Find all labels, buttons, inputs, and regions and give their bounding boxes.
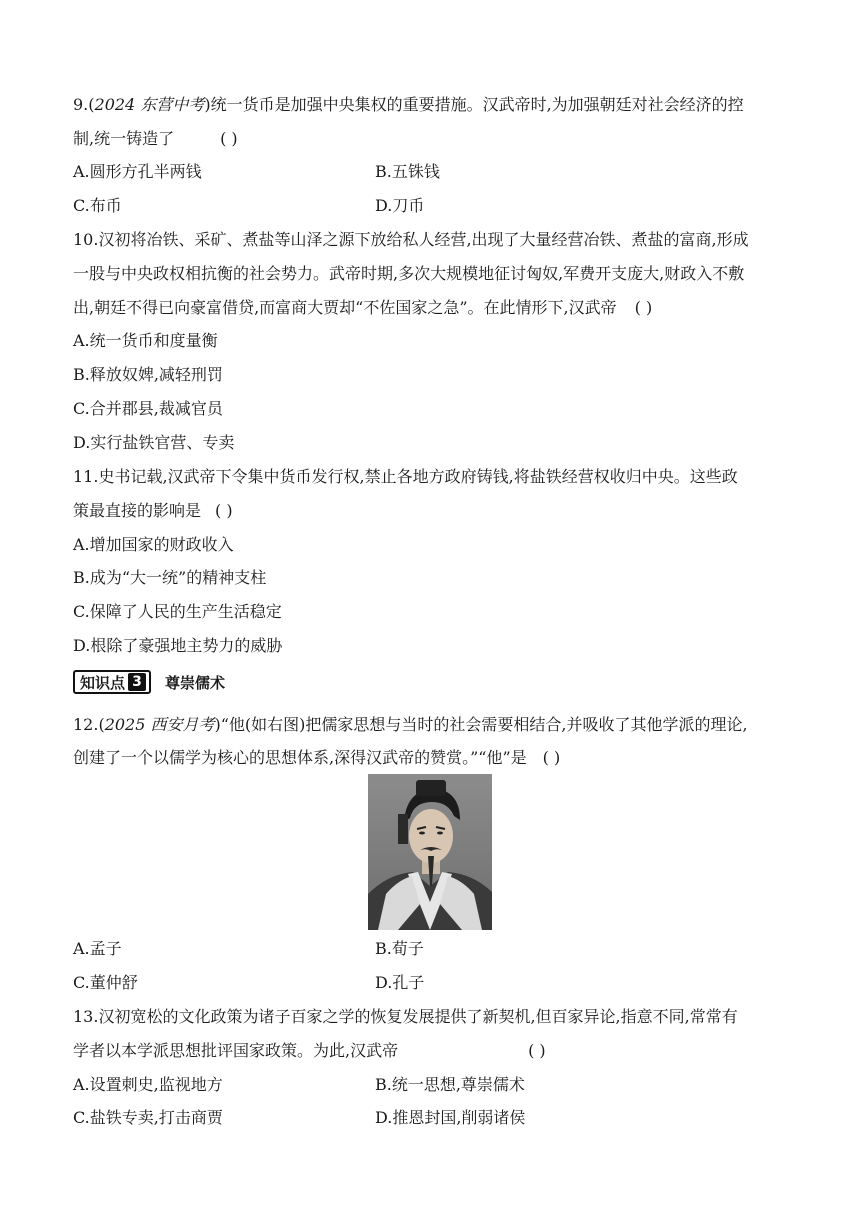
q13-answer-paren: ( ): [528, 1041, 546, 1060]
q12-stem-line2: [73, 748, 793, 768]
knowledge-point-label: 知识点: [80, 673, 126, 692]
q10-option-c: C.合并郡县,裁减官员: [73, 399, 223, 418]
q12-stem-line1: [73, 715, 793, 735]
knowledge-point-number: 3: [128, 673, 146, 691]
q12-stem-text: )“他(如右图)把儒家思想与当时的社会需要相结合,并吸收了其他学派的理论,: [214, 715, 748, 734]
q13-option-c: C.盐铁专卖,打击商贾: [73, 1108, 223, 1127]
q9-stem-text2: 制,统一铸造了: [73, 129, 175, 148]
q9-option-c: C.布币: [73, 196, 122, 215]
q12-option-b: B.荀子: [375, 939, 424, 958]
q12-option-d: D.孔子: [375, 973, 425, 992]
q13-option-b: B.统一思想,尊崇儒术: [375, 1075, 525, 1094]
q13-option-a: A.设置刺史,监视地方: [73, 1075, 223, 1094]
q11-stem-line1: 11.史书记载,汉武帝下令集中货币发行权,禁止各地方政府铸钱,将盐铁经营权收归中央。这些政: [73, 467, 738, 486]
q11-stem-line2: [73, 501, 793, 521]
q9-stem-line2: [73, 129, 793, 149]
q11-option-d: D.根除了豪强地主势力的威胁: [73, 636, 283, 655]
q10-stem-line2: 一股与中央政权相抗衡的社会势力。武帝时期,多次大规模地征讨匈奴,军费开支庞大,财政入不敷: [73, 264, 745, 283]
q13-stem-line1: 13.汉初宽松的文化政策为诸子百家之学的恢复发展提供了新契机,但百家异论,指意不同,常常有: [73, 1007, 738, 1026]
q11-option-c: C.保障了人民的生产生活稳定: [73, 602, 282, 621]
q11-stem-text2: 策最直接的影响是: [73, 501, 202, 520]
q9-source: 2024 东营中考: [94, 95, 205, 114]
q12-option-a: A.孟子: [73, 939, 122, 958]
q13-option-d: D.推恩封国,削弱诸侯: [375, 1108, 526, 1127]
q10-stem-line3: [73, 298, 793, 318]
q9-answer-paren: ( ): [220, 129, 238, 148]
knowledge-point-header: [73, 670, 225, 694]
q9-option-b: B.五铢钱: [375, 162, 440, 181]
q9-stem-line1: [73, 95, 793, 115]
q9-stem-text: )统一货币是加强中央集权的重要措施。汉武帝时,为加强朝廷对社会经济的控: [204, 95, 744, 114]
q10-option-d: D.实行盐铁官营、专卖: [73, 433, 235, 452]
q9-option-d: D.刀币: [375, 196, 425, 215]
q11-option-b: B.成为“大一统”的精神支柱: [73, 568, 267, 587]
q12-option-c: C.董仲舒: [73, 973, 138, 992]
knowledge-point-title: 尊崇儒术: [165, 673, 226, 692]
q10-stem-line1: 10.汉初将冶铁、采矿、煮盐等山泽之源下放给私人经营,出现了大量经营冶铁、煮盐的富商,形成: [73, 230, 749, 249]
q12-answer-paren: ( ): [542, 748, 561, 767]
q13-stem-line2: [73, 1041, 793, 1061]
q10-stem-text3: 出,朝廷不得已向豪富借贷,而富商大贾却“不佐国家之急”。在此情形下,汉武帝: [73, 298, 617, 317]
q10-answer-paren: ( ): [634, 298, 653, 317]
knowledge-point-badge: [73, 670, 151, 694]
q12-number: 12.(: [73, 715, 105, 734]
scholar-portrait-image: [368, 774, 492, 930]
q9-option-a: A.圆形方孔半两钱: [73, 162, 202, 181]
q10-option-b: B.释放奴婢,减轻刑罚: [73, 365, 223, 384]
q11-option-a: A.增加国家的财政收入: [73, 535, 234, 554]
q9-number: 9.(: [73, 95, 95, 114]
q12-stem-text2: 创建了一个以儒学为核心的思想体系,深得汉武帝的赞赏。”“他”是: [73, 748, 527, 767]
q11-answer-paren: ( ): [215, 501, 233, 520]
q10-option-a: A.统一货币和度量衡: [73, 331, 218, 350]
q12-source: 2025 西安月考: [104, 715, 215, 734]
q13-stem-text2: 学者以本学派思想批评国家政策。为此,汉武帝: [73, 1041, 399, 1060]
